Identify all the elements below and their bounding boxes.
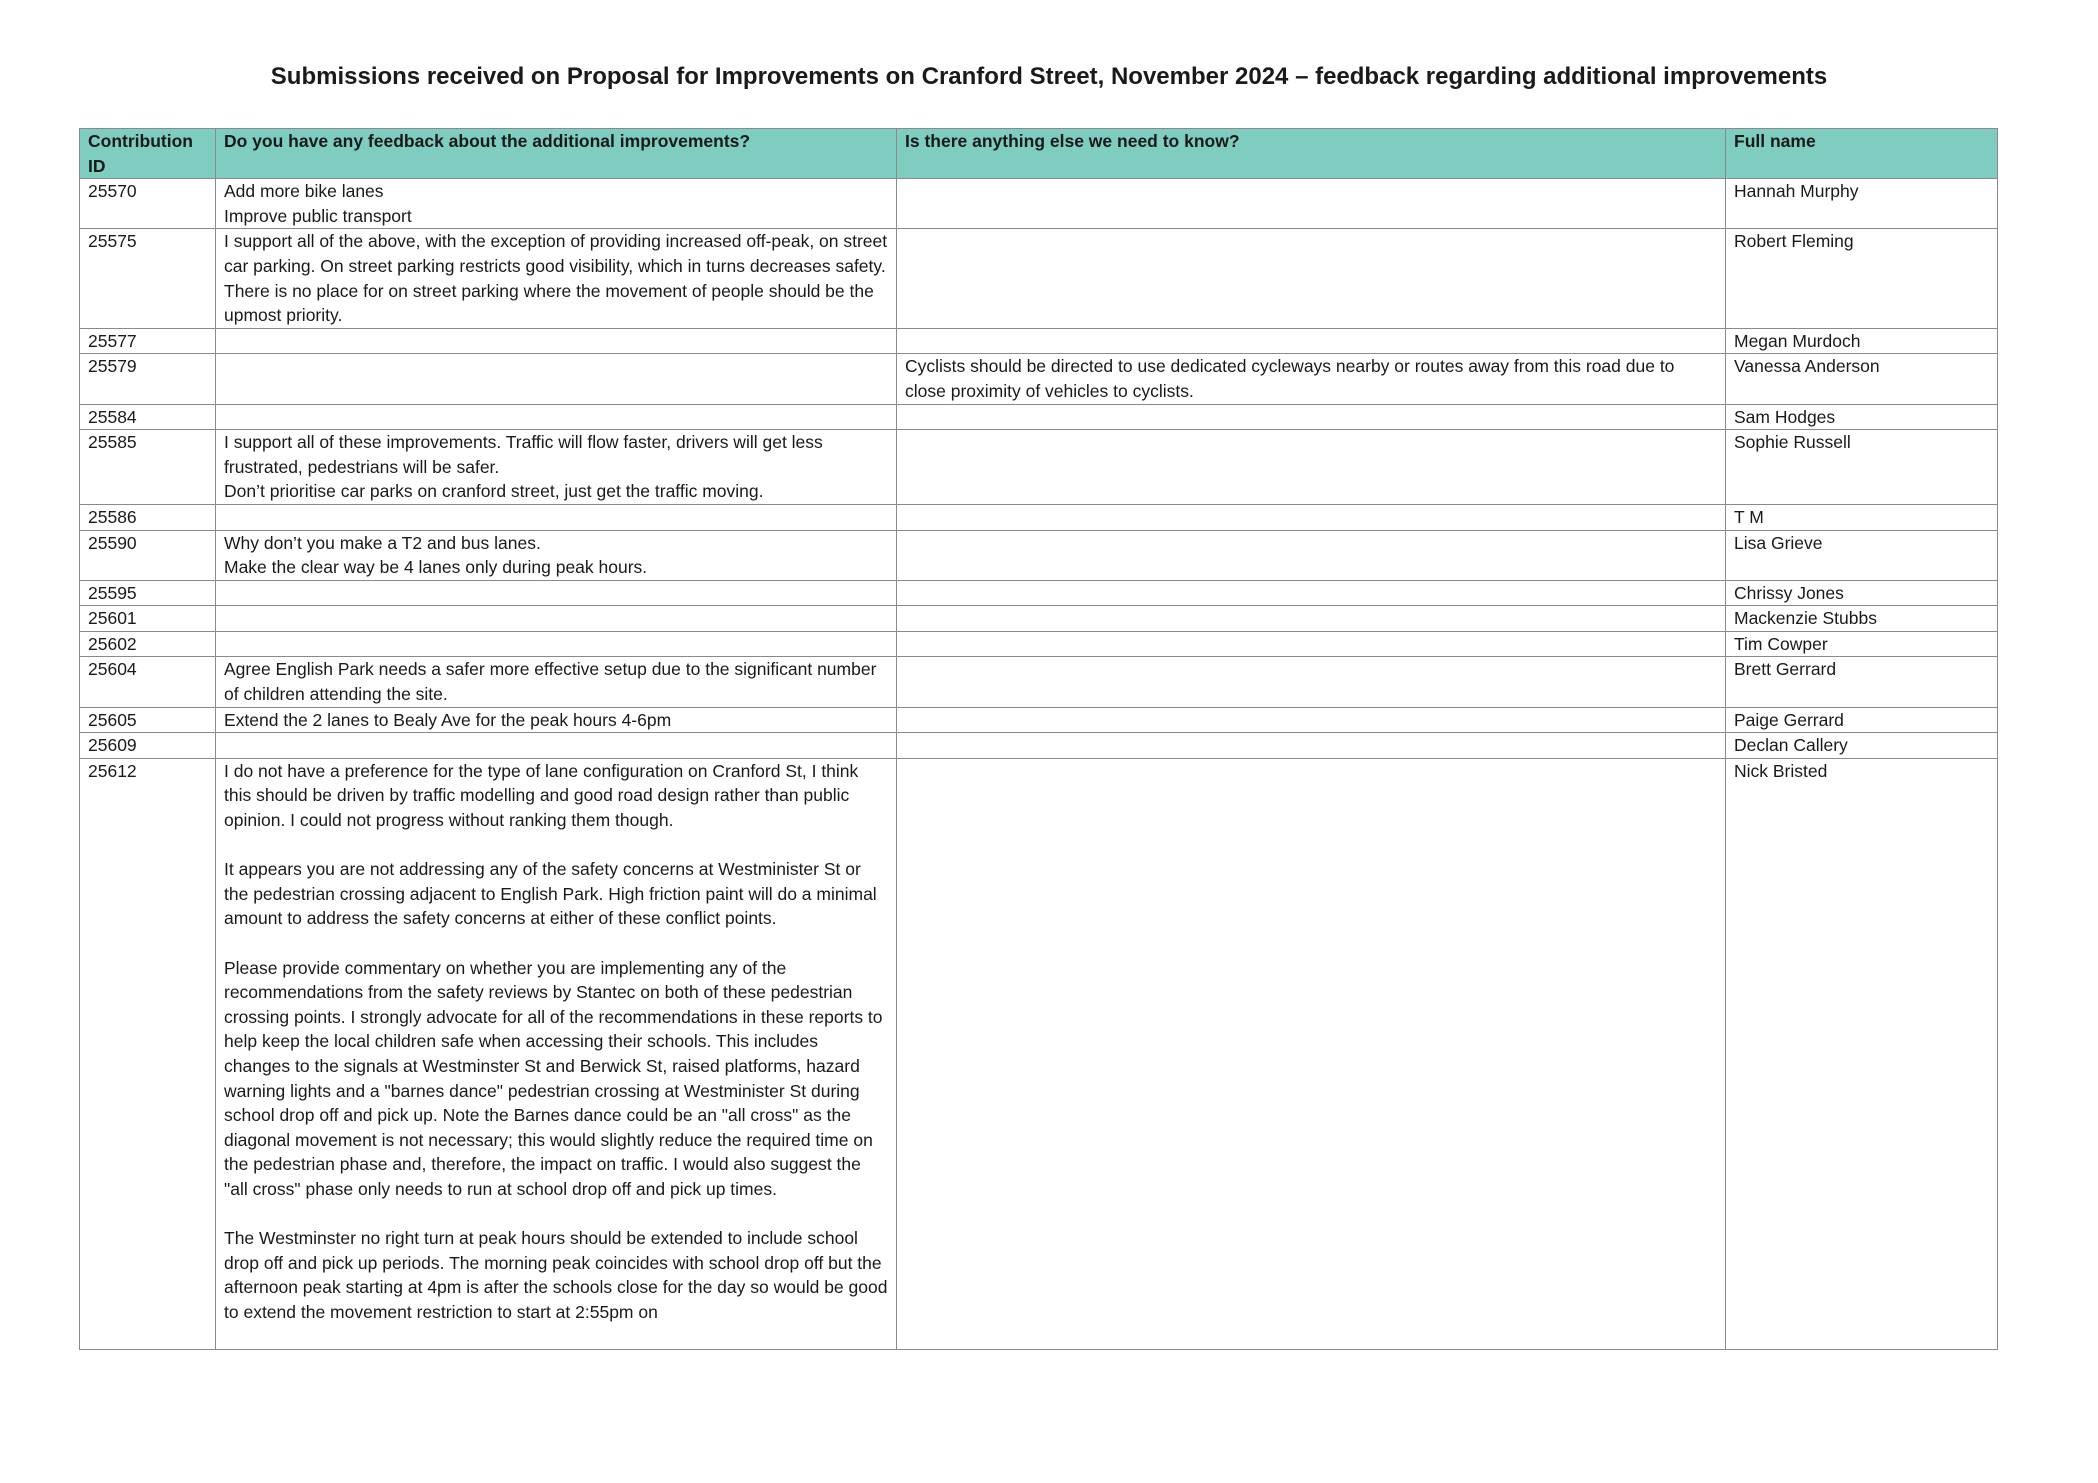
table-row <box>80 631 1998 657</box>
cell-feedback <box>216 504 897 530</box>
table-row <box>80 530 1998 580</box>
cell-feedback <box>216 733 897 759</box>
table-row <box>80 504 1998 530</box>
cell-feedback: Why don’t you make a T2 and bus lanes. Make the clear way be 4 lanes only during peak hours. <box>216 530 897 580</box>
cell-contribution-id: 25601 <box>80 606 216 632</box>
cell-anything-else <box>897 657 1726 707</box>
table-row <box>80 179 1998 229</box>
cell-anything-else <box>897 179 1726 229</box>
cell-anything-else <box>897 430 1726 505</box>
cell-full-name: Chrissy Jones <box>1726 580 1998 606</box>
table-row <box>80 758 1998 1349</box>
cell-feedback: Add more bike lanes Improve public transport <box>216 179 897 229</box>
submissions-table <box>79 128 1998 1350</box>
cell-full-name: Sophie Russell <box>1726 430 1998 505</box>
cell-feedback: I support all of the above, with the exception of providing increased off-peak, on street car parking. On street parking restricts good visibility, which in turns decreases safety. There is no place for on street parking where the movement of people should be the upmost priority. <box>216 229 897 328</box>
cell-contribution-id: 25590 <box>80 530 216 580</box>
cell-full-name: Lisa Grieve <box>1726 530 1998 580</box>
table-row <box>80 404 1998 430</box>
table-row <box>80 606 1998 632</box>
cell-contribution-id: 25609 <box>80 733 216 759</box>
cell-full-name: T M <box>1726 504 1998 530</box>
cell-feedback <box>216 606 897 632</box>
cell-contribution-id: 25605 <box>80 707 216 733</box>
cell-contribution-id: 25584 <box>80 404 216 430</box>
cell-contribution-id: 25604 <box>80 657 216 707</box>
table-row <box>80 229 1998 328</box>
header-contribution-id: Contribution ID <box>80 129 216 179</box>
table-row <box>80 580 1998 606</box>
cell-anything-else <box>897 758 1726 1349</box>
cell-full-name: Mackenzie Stubbs <box>1726 606 1998 632</box>
cell-anything-else: Cyclists should be directed to use dedicated cycleways nearby or routes away from this road due to close proximity of vehicles to cyclists. <box>897 354 1726 404</box>
cell-full-name: Declan Callery <box>1726 733 1998 759</box>
cell-anything-else <box>897 707 1726 733</box>
table-row <box>80 354 1998 404</box>
header-feedback: Do you have any feedback about the additional improvements? <box>216 129 897 179</box>
cell-contribution-id: 25586 <box>80 504 216 530</box>
header-anything-else: Is there anything else we need to know? <box>897 129 1726 179</box>
cell-full-name: Sam Hodges <box>1726 404 1998 430</box>
cell-anything-else <box>897 606 1726 632</box>
cell-contribution-id: 25579 <box>80 354 216 404</box>
cell-full-name: Megan Murdoch <box>1726 328 1998 354</box>
cell-feedback: Agree English Park needs a safer more effective setup due to the significant number of children attending the site. <box>216 657 897 707</box>
header-full-name: Full name <box>1726 129 1998 179</box>
cell-contribution-id: 25575 <box>80 229 216 328</box>
cell-anything-else <box>897 504 1726 530</box>
cell-feedback <box>216 354 897 404</box>
cell-anything-else <box>897 328 1726 354</box>
cell-anything-else <box>897 631 1726 657</box>
cell-anything-else <box>897 404 1726 430</box>
cell-anything-else <box>897 580 1726 606</box>
cell-contribution-id: 25585 <box>80 430 216 505</box>
cell-full-name: Vanessa Anderson <box>1726 354 1998 404</box>
cell-contribution-id: 25595 <box>80 580 216 606</box>
cell-contribution-id: 25577 <box>80 328 216 354</box>
table-row <box>80 657 1998 707</box>
cell-full-name: Brett Gerrard <box>1726 657 1998 707</box>
table-row <box>80 430 1998 505</box>
table-row <box>80 707 1998 733</box>
cell-feedback: I do not have a preference for the type of lane configuration on Cranford St, I think this should be driven by traffic modelling and good road design rather than public opinion. I could not progress without ranking them though. It appears you are not addressing any of the safety concerns at Westminister St or the pedestrian crossing adjacent to English Park. High friction paint will do a minimal amount to address the safety concerns at either of these conflict points. Please provide commentary on whether you are implementing any of the recommendations from the safety reviews by Stantec on both of these pedestrian crossing points. I strongly advocate for all of the recommendations in these reports to help keep the local children safe when accessing their schools. This includes changes to the signals at Westminster St and Berwick St, raised platforms, hazard warning lights and a "barnes dance" pedestrian crossing at Westminister St during school drop off and pick up. Note the Barnes dance could be an "all cross" as the diagonal movement is not necessary; this would slightly reduce the required time on the pedestrian phase and, therefore, the impact on traffic. I would also suggest the "all cross" phase only needs to run at school drop off and pick up times. The Westminster no right turn at peak hours should be extended to include school drop off and pick up periods. The morning peak coincides with school drop off but the afternoon peak starting at 4pm is after the schools close for the day so would be good to extend the movement restriction to start at 2:55pm on <box>216 758 897 1349</box>
cell-feedback <box>216 580 897 606</box>
table-row <box>80 328 1998 354</box>
cell-anything-else <box>897 733 1726 759</box>
table-header-row <box>80 129 1998 179</box>
cell-feedback <box>216 631 897 657</box>
cell-full-name: Robert Fleming <box>1726 229 1998 328</box>
cell-full-name: Paige Gerrard <box>1726 707 1998 733</box>
cell-anything-else <box>897 530 1726 580</box>
table-row <box>80 733 1998 759</box>
cell-feedback: Extend the 2 lanes to Bealy Ave for the peak hours 4-6pm <box>216 707 897 733</box>
cell-feedback: I support all of these improvements. Traffic will flow faster, drivers will get less frustrated, pedestrians will be safer. Don’t prioritise car parks on cranford street, just get the traffic moving. <box>216 430 897 505</box>
cell-contribution-id: 25612 <box>80 758 216 1349</box>
cell-full-name: Nick Bristed <box>1726 758 1998 1349</box>
cell-anything-else <box>897 229 1726 328</box>
document-title: Submissions received on Proposal for Improvements on Cranford Street, November 2024 – feedback regarding additional improvements <box>270 63 1828 90</box>
cell-contribution-id: 25570 <box>80 179 216 229</box>
cell-full-name: Tim Cowper <box>1726 631 1998 657</box>
cell-full-name: Hannah Murphy <box>1726 179 1998 229</box>
cell-feedback <box>216 328 897 354</box>
cell-feedback <box>216 404 897 430</box>
cell-contribution-id: 25602 <box>80 631 216 657</box>
